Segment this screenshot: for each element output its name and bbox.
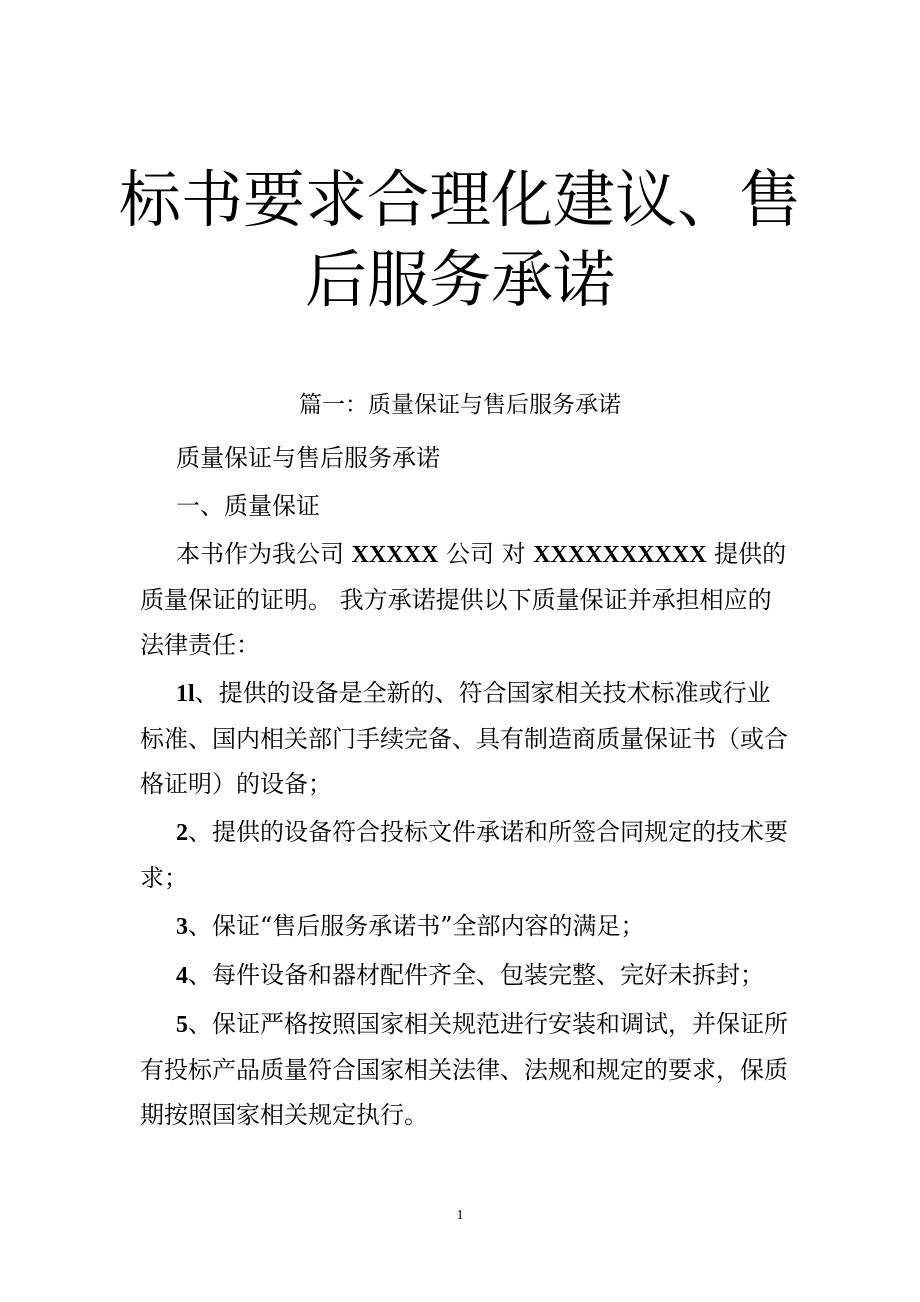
- list-item-number: 1l: [176, 681, 195, 707]
- document-title: [100, 160, 820, 320]
- list-item-number: 3: [176, 914, 188, 940]
- list-item: [140, 953, 788, 999]
- list-item: [140, 671, 788, 807]
- document-body: [140, 436, 788, 1138]
- company-placeholder: XXXXX: [351, 542, 439, 568]
- list-item-text: 、提供的设备是全新的、符合国家相关技术标准或行业标准、国内相关部门手续完备、具有制造商质量保证书（或合格证明）的设备；: [140, 679, 788, 798]
- page-number: 1: [456, 1208, 464, 1223]
- list-item: [140, 810, 788, 901]
- list-item-text: 、保证严格按照国家相关规范进行安装和调试，并保证所有投标产品质量符合国家相关法律、法规和规定的要求，保质期按照国家相关规定执行。: [140, 1010, 788, 1129]
- title-line-2: 后服务承诺: [304, 243, 615, 316]
- title-line-1: 标书要求合理化建议、售: [118, 163, 801, 236]
- list-item: [140, 1002, 788, 1138]
- section-heading: 质量保证与售后服务承诺: [176, 444, 440, 472]
- list-item-text: 、保证“售后服务承诺书”全部内容的满足；: [188, 912, 645, 940]
- intro-text-1: 本书作为我公司: [176, 540, 352, 568]
- list-item-number: 2: [176, 820, 188, 846]
- list-item: [140, 904, 788, 950]
- intro-paragraph: [140, 532, 788, 668]
- intro-text-3: 提供的质量保证的证明。 我方承诺提供以下质量保证并承担相应的法律责任：: [140, 540, 787, 659]
- list-item-text: 、提供的设备符合投标文件承诺和所签合同规定的技术要求；: [140, 818, 788, 892]
- list-item-text: 、每件设备和器材配件齐全、包装完整、完好未拆封；: [188, 961, 764, 989]
- intro-text-2: 公司 对: [438, 540, 534, 568]
- target-placeholder: XXXXXXXXXX: [533, 542, 707, 568]
- list-item-number: 4: [176, 963, 188, 989]
- list-item-number: 5: [176, 1012, 188, 1038]
- section-title: 一、质量保证: [176, 492, 320, 520]
- chapter-subtitle: 篇一：质量保证与售后服务承诺: [299, 392, 621, 418]
